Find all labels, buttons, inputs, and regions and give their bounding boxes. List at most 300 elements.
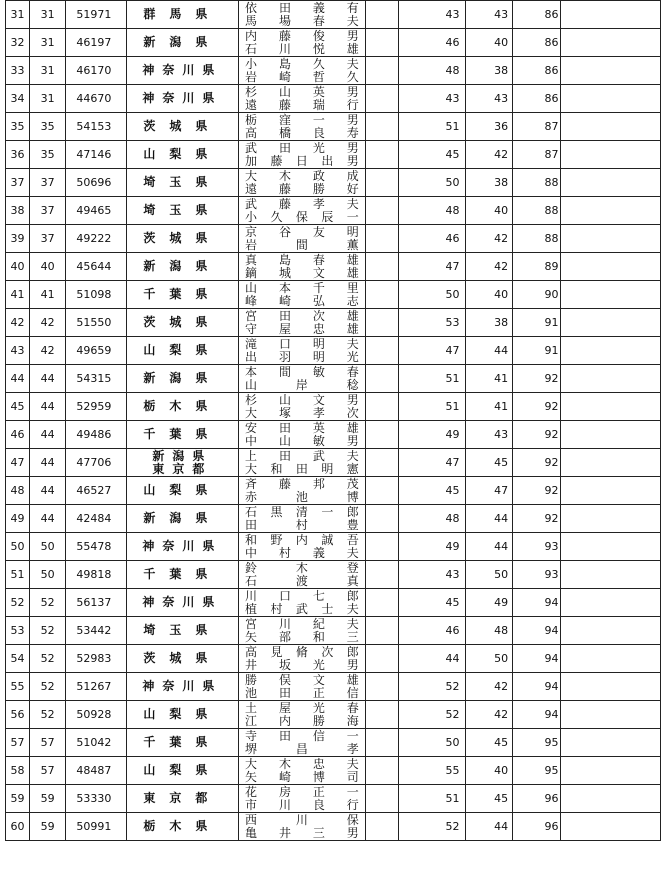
remarks-cell: [561, 477, 661, 505]
remarks-cell: [561, 253, 661, 281]
player-name: 石 渡 真: [245, 573, 359, 588]
total-score-cell: 92: [513, 421, 561, 449]
rank-cell: 33: [6, 57, 30, 85]
blank-cell: [365, 29, 398, 57]
rank-cell: 54: [6, 645, 30, 673]
tied-rank-cell: 52: [29, 673, 65, 701]
rank-cell: 52: [6, 589, 30, 617]
rank-cell: 50: [6, 533, 30, 561]
blank-cell: [365, 533, 398, 561]
score-first-cell: 46: [398, 225, 465, 253]
blank-cell: [365, 85, 398, 113]
score-second-cell: 38: [465, 309, 513, 337]
tied-rank-cell: 52: [29, 617, 65, 645]
table-row: [6, 813, 661, 841]
player-name: 池 田 正 信: [245, 685, 359, 700]
prefecture-label: 山梨県: [143, 483, 222, 497]
player-name: 斉 藤 邦 茂: [245, 476, 359, 491]
entry-number-cell: 56137: [66, 589, 126, 617]
total-score-cell: 93: [513, 561, 561, 589]
total-score-cell: 91: [513, 309, 561, 337]
score-first-cell: 51: [398, 113, 465, 141]
tied-rank-cell: 37: [29, 197, 65, 225]
player-name: 寺 田 信 一: [245, 728, 359, 743]
player-name: 西 川 保: [245, 812, 359, 827]
score-first-cell: 52: [398, 701, 465, 729]
rank-cell: 41: [6, 281, 30, 309]
player-name: 武 田 光 男: [245, 140, 359, 155]
tied-rank-cell: 31: [29, 29, 65, 57]
player-name: 滝 口 明 夫: [245, 336, 359, 351]
tied-rank-cell: 57: [29, 757, 65, 785]
remarks-cell: [561, 645, 661, 673]
table-row: [6, 589, 661, 617]
player-name: 加 藤 日 出 男: [245, 153, 359, 168]
player-name: 鏑 城 文 雄: [245, 265, 359, 280]
total-score-cell: 92: [513, 505, 561, 533]
score-second-cell: 38: [465, 57, 513, 85]
results-table: [5, 0, 661, 841]
score-first-cell: 47: [398, 449, 465, 477]
prefecture-cell: [126, 85, 238, 113]
rank-cell: 39: [6, 225, 30, 253]
score-first-cell: 52: [398, 673, 465, 701]
player-names-cell: [239, 505, 366, 533]
entry-number-cell: 46197: [66, 29, 126, 57]
tied-rank-cell: 52: [29, 701, 65, 729]
remarks-cell: [561, 169, 661, 197]
entry-number-cell: 49659: [66, 337, 126, 365]
prefecture-cell: [126, 729, 238, 757]
blank-cell: [365, 337, 398, 365]
rank-cell: 32: [6, 29, 30, 57]
table-row: [6, 29, 661, 57]
prefecture-cell: [126, 141, 238, 169]
remarks-cell: [561, 561, 661, 589]
entry-number-cell: 50696: [66, 169, 126, 197]
player-names-cell: [239, 617, 366, 645]
score-second-cell: 42: [465, 253, 513, 281]
remarks-cell: [561, 813, 661, 841]
prefecture-label: 埼玉県: [143, 203, 222, 217]
score-second-cell: 50: [465, 645, 513, 673]
rank-cell: 60: [6, 813, 30, 841]
blank-cell: [365, 477, 398, 505]
blank-cell: [365, 225, 398, 253]
table-row: [6, 505, 661, 533]
prefecture-label: 埼玉県: [143, 175, 222, 189]
entry-number-cell: 46170: [66, 57, 126, 85]
player-name: 堺 昌 孝: [245, 741, 359, 756]
table-row: [6, 449, 661, 477]
player-name: 勝 俣 文 雄: [245, 672, 359, 687]
score-second-cell: 42: [465, 673, 513, 701]
table-row: [6, 785, 661, 813]
table-row: [6, 617, 661, 645]
prefecture-cell: [126, 673, 238, 701]
score-second-cell: 44: [465, 813, 513, 841]
total-score-cell: 87: [513, 113, 561, 141]
player-name: 守 屋 忠 雄: [245, 321, 359, 336]
blank-cell: [365, 589, 398, 617]
tied-rank-cell: 42: [29, 337, 65, 365]
score-second-cell: 43: [465, 421, 513, 449]
blank-cell: [365, 561, 398, 589]
rank-cell: 38: [6, 197, 30, 225]
prefecture-label: 茨城県: [143, 651, 222, 665]
rank-cell: 58: [6, 757, 30, 785]
player-name: 杉 山 文 男: [245, 392, 359, 407]
results-sheet: [5, 0, 661, 841]
score-second-cell: 38: [465, 169, 513, 197]
remarks-cell: [561, 225, 661, 253]
score-second-cell: 50: [465, 561, 513, 589]
player-name: 依 田 義 有: [245, 0, 359, 15]
prefecture-label: 千葉県: [143, 567, 222, 581]
player-names-cell: [239, 561, 366, 589]
player-names-cell: [239, 785, 366, 813]
prefecture-label: 埼玉県: [143, 623, 222, 637]
prefecture-cell: [126, 1, 238, 29]
prefecture-cell: [126, 617, 238, 645]
remarks-cell: [561, 113, 661, 141]
score-first-cell: 55: [398, 757, 465, 785]
score-second-cell: 48: [465, 617, 513, 645]
player-names-cell: [239, 281, 366, 309]
tied-rank-cell: 41: [29, 281, 65, 309]
score-second-cell: 42: [465, 701, 513, 729]
tied-rank-cell: 44: [29, 393, 65, 421]
player-name: 高 橋 良 寿: [245, 125, 359, 140]
total-score-cell: 94: [513, 701, 561, 729]
remarks-cell: [561, 449, 661, 477]
player-names-cell: [239, 673, 366, 701]
tied-rank-cell: 52: [29, 589, 65, 617]
total-score-cell: 94: [513, 589, 561, 617]
prefecture-cell: [126, 281, 238, 309]
player-name: 鈴 木 登: [245, 560, 359, 575]
remarks-cell: [561, 505, 661, 533]
prefecture-label: 東京都: [152, 461, 213, 476]
table-row: [6, 141, 661, 169]
player-name: 遠 藤 瑞 行: [245, 97, 359, 112]
player-names-cell: [239, 757, 366, 785]
player-name: 市 川 良 行: [245, 797, 359, 812]
total-score-cell: 94: [513, 645, 561, 673]
player-name: 土 屋 光 春: [245, 700, 359, 715]
entry-number-cell: 49818: [66, 561, 126, 589]
tied-rank-cell: 52: [29, 645, 65, 673]
prefecture-label: 神奈川県: [142, 595, 223, 609]
score-second-cell: 49: [465, 589, 513, 617]
remarks-cell: [561, 1, 661, 29]
total-score-cell: 86: [513, 29, 561, 57]
prefecture-cell: [126, 169, 238, 197]
score-first-cell: 48: [398, 197, 465, 225]
blank-cell: [365, 113, 398, 141]
rank-cell: 51: [6, 561, 30, 589]
prefecture-cell: [126, 421, 238, 449]
score-first-cell: 44: [398, 645, 465, 673]
blank-cell: [365, 729, 398, 757]
player-names-cell: [239, 85, 366, 113]
prefecture-label: 千葉県: [143, 287, 222, 301]
score-first-cell: 51: [398, 785, 465, 813]
table-row: [6, 113, 661, 141]
entry-number-cell: 55478: [66, 533, 126, 561]
total-score-cell: 94: [513, 673, 561, 701]
tied-rank-cell: 42: [29, 309, 65, 337]
score-second-cell: 45: [465, 785, 513, 813]
table-row: [6, 757, 661, 785]
blank-cell: [365, 757, 398, 785]
entry-number-cell: 45644: [66, 253, 126, 281]
player-names-cell: [239, 309, 366, 337]
remarks-cell: [561, 701, 661, 729]
total-score-cell: 95: [513, 729, 561, 757]
table-row: [6, 393, 661, 421]
player-name: 栃 窪 一 男: [245, 112, 359, 127]
table-row: [6, 421, 661, 449]
score-first-cell: 45: [398, 141, 465, 169]
score-second-cell: 41: [465, 393, 513, 421]
player-name: 馬 場 春 夫: [245, 13, 359, 28]
remarks-cell: [561, 337, 661, 365]
prefecture-label: 山梨県: [143, 343, 222, 357]
score-first-cell: 49: [398, 533, 465, 561]
player-names-cell: [239, 365, 366, 393]
prefecture-label: 新潟県: [143, 35, 222, 49]
score-first-cell: 43: [398, 1, 465, 29]
player-names-cell: [239, 589, 366, 617]
player-name: 大 塚 孝 次: [245, 405, 359, 420]
rank-cell: 40: [6, 253, 30, 281]
player-name: 中 山 敏 男: [245, 433, 359, 448]
player-names-cell: [239, 197, 366, 225]
rank-cell: 37: [6, 169, 30, 197]
score-second-cell: 44: [465, 337, 513, 365]
table-row: [6, 253, 661, 281]
score-first-cell: 48: [398, 57, 465, 85]
tied-rank-cell: 31: [29, 1, 65, 29]
prefecture-label: 千葉県: [143, 427, 222, 441]
entry-number-cell: 54153: [66, 113, 126, 141]
player-name: 石 黒 清 一 郎: [245, 504, 359, 519]
entry-number-cell: 51098: [66, 281, 126, 309]
entry-number-cell: 51971: [66, 1, 126, 29]
remarks-cell: [561, 617, 661, 645]
table-row: [6, 197, 661, 225]
blank-cell: [365, 1, 398, 29]
rank-cell: 49: [6, 505, 30, 533]
entry-number-cell: 53330: [66, 785, 126, 813]
prefecture-label: 山梨県: [143, 763, 222, 777]
tied-rank-cell: 44: [29, 505, 65, 533]
blank-cell: [365, 673, 398, 701]
score-second-cell: 43: [465, 1, 513, 29]
blank-cell: [365, 813, 398, 841]
entry-number-cell: 51267: [66, 673, 126, 701]
player-names-cell: [239, 141, 366, 169]
entry-number-cell: 48487: [66, 757, 126, 785]
score-second-cell: 42: [465, 225, 513, 253]
prefecture-label: 山梨県: [143, 147, 222, 161]
total-score-cell: 86: [513, 1, 561, 29]
score-first-cell: 45: [398, 477, 465, 505]
score-first-cell: 43: [398, 561, 465, 589]
entry-number-cell: 49222: [66, 225, 126, 253]
score-first-cell: 48: [398, 505, 465, 533]
prefecture-label: 新潟県: [143, 511, 222, 525]
player-name: 花 房 正 一: [245, 784, 359, 799]
rank-cell: 35: [6, 113, 30, 141]
entry-number-cell: 51550: [66, 309, 126, 337]
score-first-cell: 50: [398, 729, 465, 757]
tied-rank-cell: 44: [29, 421, 65, 449]
total-score-cell: 92: [513, 449, 561, 477]
score-second-cell: 36: [465, 113, 513, 141]
table-row: [6, 281, 661, 309]
total-score-cell: 91: [513, 337, 561, 365]
player-names-cell: [239, 113, 366, 141]
blank-cell: [365, 505, 398, 533]
player-name: 小 島 久 夫: [245, 56, 359, 71]
tied-rank-cell: 44: [29, 449, 65, 477]
tied-rank-cell: 50: [29, 561, 65, 589]
blank-cell: [365, 785, 398, 813]
score-first-cell: 52: [398, 813, 465, 841]
player-name: 赤 池 博: [245, 489, 359, 504]
score-first-cell: 46: [398, 29, 465, 57]
prefecture-cell: [126, 57, 238, 85]
prefecture-cell: [126, 365, 238, 393]
player-name: 内 藤 俊 男: [245, 28, 359, 43]
prefecture-label: 新潟県: [143, 259, 222, 273]
remarks-cell: [561, 421, 661, 449]
prefecture-cell: [126, 701, 238, 729]
blank-cell: [365, 365, 398, 393]
total-score-cell: 88: [513, 225, 561, 253]
table-row: [6, 533, 661, 561]
remarks-cell: [561, 589, 661, 617]
total-score-cell: 88: [513, 197, 561, 225]
tied-rank-cell: 35: [29, 113, 65, 141]
score-first-cell: 51: [398, 393, 465, 421]
rank-cell: 56: [6, 701, 30, 729]
prefecture-label: 神奈川県: [142, 63, 223, 77]
prefecture-label: 茨城県: [143, 119, 222, 133]
prefecture-label: 新潟県: [143, 371, 222, 385]
table-row: [6, 673, 661, 701]
prefecture-cell: [126, 561, 238, 589]
player-name: 宮 川 紀 夫: [245, 616, 359, 631]
remarks-cell: [561, 365, 661, 393]
score-second-cell: 43: [465, 85, 513, 113]
entry-number-cell: 46527: [66, 477, 126, 505]
entry-number-cell: 47706: [66, 449, 126, 477]
blank-cell: [365, 197, 398, 225]
total-score-cell: 86: [513, 85, 561, 113]
prefecture-cell: [126, 309, 238, 337]
player-name: 江 内 勝 海: [245, 713, 359, 728]
score-first-cell: 49: [398, 421, 465, 449]
player-name: 岩 崎 哲 久: [245, 69, 359, 84]
remarks-cell: [561, 85, 661, 113]
table-row: [6, 729, 661, 757]
entry-number-cell: 52983: [66, 645, 126, 673]
player-names-cell: [239, 645, 366, 673]
score-first-cell: 53: [398, 309, 465, 337]
prefecture-label: 千葉県: [143, 735, 222, 749]
player-names-cell: [239, 421, 366, 449]
blank-cell: [365, 281, 398, 309]
prefecture-cell: [126, 393, 238, 421]
rank-cell: 31: [6, 1, 30, 29]
remarks-cell: [561, 281, 661, 309]
prefecture-cell: [126, 813, 238, 841]
entry-number-cell: 44670: [66, 85, 126, 113]
rank-cell: 55: [6, 673, 30, 701]
tied-rank-cell: 31: [29, 85, 65, 113]
table-row: [6, 225, 661, 253]
score-first-cell: 50: [398, 169, 465, 197]
table-row: [6, 477, 661, 505]
table-row: [6, 561, 661, 589]
blank-cell: [365, 57, 398, 85]
prefecture-cell: [126, 589, 238, 617]
prefecture-label: 栃木県: [143, 819, 222, 833]
rank-cell: 59: [6, 785, 30, 813]
player-names-cell: [239, 225, 366, 253]
entry-number-cell: 50928: [66, 701, 126, 729]
table-row: [6, 701, 661, 729]
table-row: [6, 1, 661, 29]
total-score-cell: 86: [513, 57, 561, 85]
prefecture-cell: [126, 533, 238, 561]
remarks-cell: [561, 197, 661, 225]
prefecture-cell: [126, 449, 238, 477]
blank-cell: [365, 253, 398, 281]
rank-cell: 44: [6, 365, 30, 393]
player-names-cell: [239, 253, 366, 281]
total-score-cell: 95: [513, 757, 561, 785]
prefecture-cell: [126, 757, 238, 785]
total-score-cell: 87: [513, 141, 561, 169]
player-name: 矢 崎 博 司: [245, 769, 359, 784]
remarks-cell: [561, 729, 661, 757]
table-row: [6, 169, 661, 197]
prefecture-cell: [126, 645, 238, 673]
entry-number-cell: 53442: [66, 617, 126, 645]
prefecture-label: 山梨県: [143, 707, 222, 721]
player-name: 宮 田 次 雄: [245, 308, 359, 323]
player-names-cell: [239, 169, 366, 197]
player-name: 遠 藤 勝 好: [245, 181, 359, 196]
table-row: [6, 57, 661, 85]
score-second-cell: 40: [465, 281, 513, 309]
total-score-cell: 92: [513, 393, 561, 421]
prefecture-label: 群馬県: [143, 7, 222, 21]
blank-cell: [365, 617, 398, 645]
score-second-cell: 44: [465, 533, 513, 561]
player-name: 本 間 敏 春: [245, 364, 359, 379]
player-name: 矢 部 和 三: [245, 629, 359, 644]
tied-rank-cell: 59: [29, 813, 65, 841]
prefecture-cell: [126, 337, 238, 365]
player-name: 石 川 悦 雄: [245, 41, 359, 56]
player-name: 真 島 春 雄: [245, 252, 359, 267]
score-first-cell: 45: [398, 589, 465, 617]
